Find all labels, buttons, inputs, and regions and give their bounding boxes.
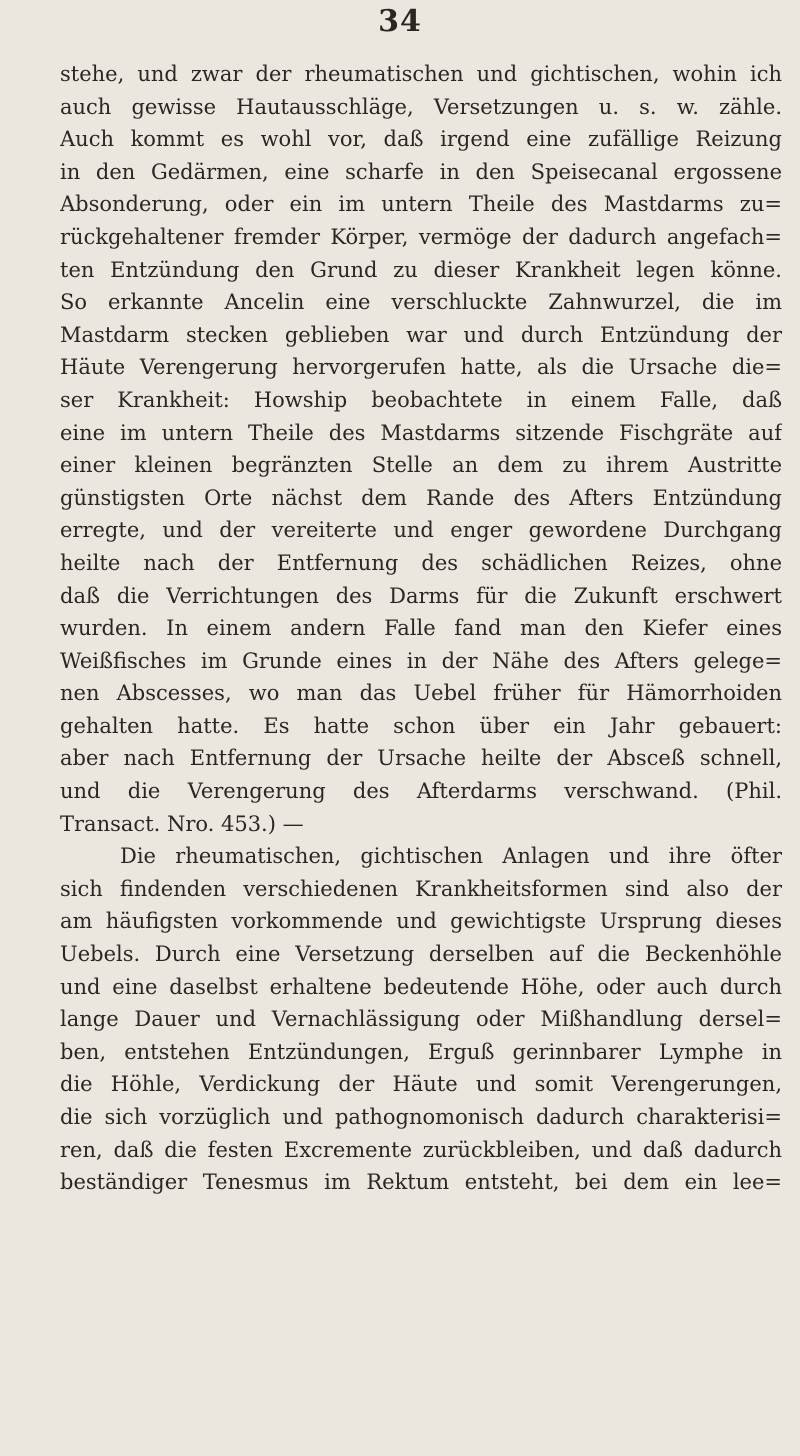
text-line: die Höhle, Verdickung der Häute und somit Verengerungen, xyxy=(60,1072,782,1097)
text-line: günstigsten Orte nächst dem Rande des Afters Entzündung xyxy=(60,485,782,510)
text-line: ser Krankheit: Howship beobachtete in einem Falle, daß xyxy=(60,387,782,412)
text-line: So erkannte Ancelin eine verschluckte Zahnwurzel, die im xyxy=(60,290,782,315)
text-line: eine im untern Theile des Mastdarms sitzende Fischgräte auf xyxy=(60,420,782,445)
text-line: sich findenden verschiedenen Krankheitsformen sind also der xyxy=(60,876,782,901)
text-line: Transact. Nro. 453.) — xyxy=(60,811,304,836)
text-line: Auch kommt es wohl vor, daß irgend eine zufällige Reizung xyxy=(60,127,782,152)
text-line: wurden. In einem andern Falle fand man den Kiefer eines xyxy=(60,616,782,641)
text-line: am häufigsten vorkommende und gewichtigste Ursprung dieses xyxy=(60,909,782,934)
text-line: erregte, und der vereiterte und enger gewordene Durchgang xyxy=(60,518,782,543)
text-line: ben, entstehen Entzündungen, Erguß gerinnbarer Lymphe in xyxy=(60,1039,782,1064)
text-line: Absonderung, oder ein im untern Theile des Mastdarms zu= xyxy=(60,192,782,217)
text-line: ren, daß die festen Excremente zurückbleiben, und daß dadurch xyxy=(60,1137,782,1162)
text-line: auch gewisse Hautausschläge, Versetzungen u. s. w. zähle. xyxy=(60,94,782,119)
body-text xyxy=(60,58,782,1199)
text-line: rückgehaltener fremder Körper, vermöge der dadurch angefach= xyxy=(60,224,782,249)
text-line: ten Entzündung den Grund zu dieser Krankheit legen könne. xyxy=(60,257,782,282)
text-line: lange Dauer und Vernachlässigung oder Mißhandlung dersel= xyxy=(60,1007,782,1032)
text-line: einer kleinen begränzten Stelle an dem zu ihrem Austritte xyxy=(60,453,782,478)
text-line: daß die Verrichtungen des Darms für die Zukunft erschwert xyxy=(60,583,782,608)
text-line: in den Gedärmen, eine scharfe in den Speisecanal ergossene xyxy=(60,159,782,184)
page-number: 34 xyxy=(378,4,422,39)
text-line: und eine daselbst erhaltene bedeutende Höhe, oder auch durch xyxy=(60,974,782,999)
text-line: aber nach Entfernung der Ursache heilte der Absceß schnell, xyxy=(60,746,782,771)
text-line: Die rheumatischen, gichtischen Anlagen und ihre öfter xyxy=(120,844,782,869)
text-line: gehalten hatte. Es hatte schon über ein Jahr gebauert: xyxy=(60,713,782,738)
text-line: die sich vorzüglich und pathognomonisch dadurch charakterisi= xyxy=(60,1105,782,1129)
text-line: Mastdarm stecken geblieben war und durch Entzündung der xyxy=(60,322,782,347)
text-line: nen Abscesses, wo man das Uebel früher für Hämorrhoiden xyxy=(60,681,782,706)
text-line: und die Verengerung des Afterdarms verschwand. (Phil. xyxy=(60,779,782,804)
text-line: Uebels. Durch eine Versetzung derselben auf die Beckenhöhle xyxy=(60,942,782,967)
text-line: heilte nach der Entfernung des schädlichen Reizes, ohne xyxy=(60,550,782,575)
text-line: Häute Verengerung hervorgerufen hatte, als die Ursache die= xyxy=(60,355,782,380)
text-line: stehe, und zwar der rheumatischen und gichtischen, wohin ich xyxy=(60,62,782,86)
text-line: beständiger Tenesmus im Rektum entsteht, bei dem ein lee= xyxy=(60,1170,782,1195)
text-line: Weißfisches im Grunde eines in der Nähe des Afters gelege= xyxy=(60,648,782,673)
